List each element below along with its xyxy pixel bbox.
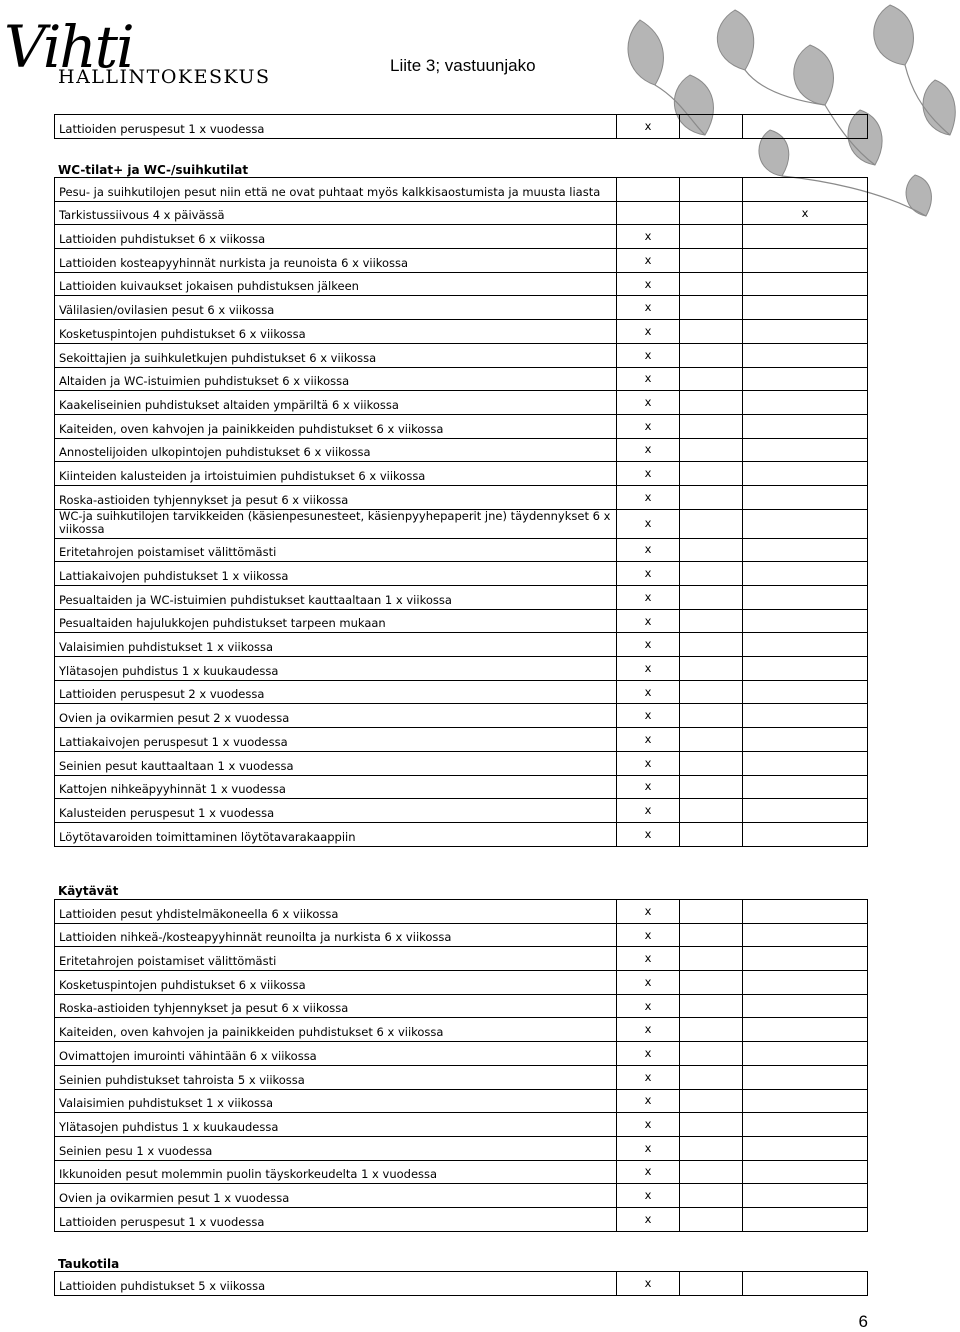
table-row [55,1160,868,1184]
task-description-cell: Lattioiden pesut yhdistelmäkoneella 6 x viikossa [55,900,617,924]
responsibility-cell-1: x [617,367,680,391]
responsibility-cell-3 [743,391,868,415]
table-row [55,609,868,633]
responsibility-cell-1: x [617,296,680,320]
responsibility-cell-3 [743,1184,868,1208]
responsibility-cell-3 [743,775,868,799]
responsibility-cell-2 [680,1113,743,1137]
task-description-cell: Ikkunoiden pesut molemmin puolin täyskorkeudelta 1 x vuodessa [55,1160,617,1184]
task-description-cell: Kaiteiden, oven kahvojen ja painikkeiden puhdistukset 6 x viikossa [55,414,617,438]
responsibility-cell-1: x [617,680,680,704]
table-row [55,115,868,139]
task-description-cell: Kiinteiden kalusteiden ja irtoistuimien puhdistukset 6 x viikossa [55,462,617,486]
responsibility-cell-1: x [617,971,680,995]
table-row [55,900,868,924]
table-row [55,367,868,391]
table-row [55,751,868,775]
responsibility-cell-3 [743,367,868,391]
responsibility-cell-1: x [617,923,680,947]
task-description-cell: Seinien puhdistukset tahroista 5 x viikossa [55,1065,617,1089]
task-description-cell: Eritetahrojen poistamiset välittömästi [55,538,617,562]
responsibility-cell-3 [743,562,868,586]
responsibility-cell-2 [680,728,743,752]
responsibility-cell-3 [743,1113,868,1137]
responsibility-cell-3 [743,657,868,681]
responsibility-cell-1: x [617,609,680,633]
table-row [55,1184,868,1208]
responsibility-cell-1: x [617,586,680,610]
responsibility-cell-2 [680,994,743,1018]
table-row [55,296,868,320]
task-description-cell: Ovien ja ovikarmien pesut 2 x vuodessa [55,704,617,728]
responsibility-cell-3 [743,1207,868,1231]
task-description-cell: Lattioiden kuivaukset jokaisen puhdistuksen jälkeen [55,272,617,296]
responsibility-cell-1: x [617,1160,680,1184]
responsibility-cell-2 [680,343,743,367]
responsibility-cell-3 [743,1136,868,1160]
table-row [55,225,868,249]
responsibility-cell-1: x [617,485,680,509]
table-row [55,971,868,995]
responsibility-cell-2 [680,923,743,947]
responsibility-cell-1: x [617,538,680,562]
responsibility-cell-2 [680,296,743,320]
responsibility-cell-3 [743,1160,868,1184]
responsibility-cell-1: x [617,438,680,462]
table-row [55,538,868,562]
task-description-cell: Pesu- ja suihkutilojen pesut niin että ne ovat puhtaat myös kalkkisaostumista ja muusta liasta [55,178,617,202]
responsibility-cell-3 [743,633,868,657]
responsibility-cell-1: x [617,225,680,249]
responsibility-cell-1: x [617,343,680,367]
responsibility-cell-3 [743,296,868,320]
responsibility-cell-3 [743,1089,868,1113]
responsibility-cell-3 [743,462,868,486]
responsibility-cell-2 [680,225,743,249]
responsibility-cell-2 [680,704,743,728]
responsibility-cell-3 [743,680,868,704]
responsibility-cell-1: x [617,775,680,799]
table-row [55,1089,868,1113]
responsibility-cell-2 [680,775,743,799]
responsibility-cell-3 [743,272,868,296]
responsibility-cell-1: x [617,462,680,486]
responsibility-cell-3 [743,947,868,971]
responsibility-cell-3 [743,1042,868,1066]
responsibility-cell-1: x [617,900,680,924]
responsibility-cell-1: x [617,1184,680,1208]
responsibility-cell-1: x [617,994,680,1018]
responsibility-cell-2 [680,249,743,273]
responsibility-cell-3 [743,799,868,823]
table-row [55,799,868,823]
responsibility-cell-3 [743,485,868,509]
responsibility-cell-3 [743,509,868,538]
responsibility-cell-2 [680,320,743,344]
responsibility-cell-3 [743,343,868,367]
task-description-cell: Seinien pesut kauttaaltaan 1 x vuodessa [55,751,617,775]
responsibility-cell-3 [743,900,868,924]
responsibility-cell-1: x [617,1018,680,1042]
responsibility-cell-1: x [617,1272,680,1296]
table-row [55,343,868,367]
responsibility-cell-2 [680,1018,743,1042]
table-row [55,657,868,681]
responsibility-cell-2 [680,562,743,586]
responsibility-cell-2 [680,509,743,538]
responsibility-cell-1: x [617,562,680,586]
table-row [55,923,868,947]
responsibility-cell-1: x [617,1089,680,1113]
responsibility-cell-2 [680,822,743,846]
task-description-cell: Roska-astioiden tyhjennykset ja pesut 6 x viikossa [55,994,617,1018]
responsibility-cell-1: x [617,272,680,296]
task-description-cell: Välilasien/ovilasien pesut 6 x viikossa [55,296,617,320]
responsibility-cell-1: x [617,947,680,971]
task-description-cell: Altaiden ja WC-istuimien puhdistukset 6 x viikossa [55,367,617,391]
responsibility-cell-3 [743,704,868,728]
task-description-cell: Valaisimien puhdistukset 1 x viikossa [55,633,617,657]
responsibility-cell-2 [680,633,743,657]
table-row [55,704,868,728]
responsibility-cell-2 [680,751,743,775]
section-title-wc: WC-tilat+ ja WC-/suihkutilat [58,163,249,177]
responsibility-cell-3: x [743,201,868,225]
responsibility-cell-2 [680,971,743,995]
table-row [55,178,868,202]
task-description-cell: Tarkistussiivous 4 x päivässä [55,201,617,225]
document-title: Liite 3; vastuunjako [390,56,536,75]
task-description-cell: Ovimattojen imurointi vähintään 6 x viikossa [55,1042,617,1066]
responsibility-cell-3 [743,1065,868,1089]
responsibility-cell-2 [680,1042,743,1066]
task-description-cell: Ylätasojen puhdistus 1 x kuukaudessa [55,1113,617,1137]
task-description-cell: Lattiakaivojen peruspesut 1 x vuodessa [55,728,617,752]
responsibility-cell-1: x [617,751,680,775]
table-row [55,1207,868,1231]
table-row [55,775,868,799]
responsibility-cell-1: x [617,1136,680,1160]
task-description-cell: Pesualtaiden hajulukkojen puhdistukset tarpeen mukaan [55,609,617,633]
table-row [55,1272,868,1296]
table-row [55,1136,868,1160]
section-title-taukotila: Taukotila [58,1257,120,1271]
responsibility-cell-1 [617,178,680,202]
responsibility-cell-3 [743,225,868,249]
responsibility-cell-2 [680,1184,743,1208]
table-row [55,272,868,296]
task-table-wc [54,177,868,847]
logo-wordmark: Vihti [4,13,133,81]
responsibility-cell-2 [680,1089,743,1113]
responsibility-cell-2 [680,115,743,139]
responsibility-cell-2 [680,657,743,681]
responsibility-cell-3 [743,1018,868,1042]
responsibility-cell-1: x [617,728,680,752]
responsibility-cell-2 [680,272,743,296]
responsibility-cell-3 [743,249,868,273]
table-row [55,414,868,438]
task-description-cell: Sekoittajien ja suihkuletkujen puhdistukset 6 x viikossa [55,343,617,367]
responsibility-cell-1: x [617,509,680,538]
responsibility-cell-1: x [617,414,680,438]
responsibility-cell-3 [743,438,868,462]
responsibility-cell-1: x [617,633,680,657]
table-row [55,485,868,509]
responsibility-cell-3 [743,414,868,438]
responsibility-cell-3 [743,586,868,610]
responsibility-cell-1: x [617,115,680,139]
responsibility-cell-1: x [617,657,680,681]
responsibility-cell-1 [617,201,680,225]
table-row [55,680,868,704]
task-description-cell: Eritetahrojen poistamiset välittömästi [55,947,617,971]
task-description-cell: Lattioiden peruspesut 2 x vuodessa [55,680,617,704]
task-description-cell: Kattojen nihkeäpyyhinnät 1 x vuodessa [55,775,617,799]
task-description-cell: Ovien ja ovikarmien pesut 1 x vuodessa [55,1184,617,1208]
table-row [55,586,868,610]
table-row [55,391,868,415]
responsibility-cell-1: x [617,1207,680,1231]
responsibility-cell-2 [680,178,743,202]
logo-subtitle: HALLINTOKESKUS [58,66,271,88]
responsibility-cell-2 [680,680,743,704]
responsibility-cell-2 [680,485,743,509]
responsibility-cell-2 [680,438,743,462]
table-row [55,728,868,752]
responsibility-cell-1: x [617,249,680,273]
responsibility-cell-2 [680,201,743,225]
responsibility-cell-1: x [617,391,680,415]
responsibility-cell-2 [680,462,743,486]
task-table-kaytavat [54,899,868,1232]
table-row [55,509,868,538]
table-row [55,249,868,273]
responsibility-cell-2 [680,586,743,610]
table-row [55,994,868,1018]
table-row [55,633,868,657]
responsibility-cell-2 [680,1272,743,1296]
task-description-cell: Lattioiden peruspesut 1 x vuodessa [55,1207,617,1231]
responsibility-cell-3 [743,1272,868,1296]
table-row [55,1113,868,1137]
task-description-cell: Kosketuspintojen puhdistukset 6 x viikossa [55,971,617,995]
responsibility-cell-1: x [617,320,680,344]
responsibility-cell-3 [743,994,868,1018]
task-description-cell: Lattioiden kosteapyyhinnät nurkista ja reunoista 6 x viikossa [55,249,617,273]
table-row [55,947,868,971]
responsibility-cell-2 [680,414,743,438]
table-row [55,562,868,586]
page-number: 6 [858,1312,868,1331]
task-description-cell: Lattioiden peruspesut 1 x vuodessa [55,115,617,139]
task-table-top [54,114,868,139]
table-row [55,1042,868,1066]
responsibility-cell-2 [680,609,743,633]
responsibility-cell-2 [680,1065,743,1089]
responsibility-cell-3 [743,822,868,846]
table-row [55,201,868,225]
task-description-cell: WC-ja suihkutilojen tarvikkeiden (käsienpesunesteet, käsienpyyhepaperit jne) täydennykset 6 x viikossa [55,509,617,538]
responsibility-cell-1: x [617,1065,680,1089]
table-row [55,822,868,846]
task-description-cell: Roska-astioiden tyhjennykset ja pesut 6 x viikossa [55,485,617,509]
responsibility-cell-3 [743,728,868,752]
task-description-cell: Kalusteiden peruspesut 1 x vuodessa [55,799,617,823]
responsibility-cell-1: x [617,822,680,846]
responsibility-cell-2 [680,538,743,562]
table-row [55,438,868,462]
responsibility-cell-2 [680,1160,743,1184]
responsibility-cell-3 [743,115,868,139]
task-description-cell: Valaisimien puhdistukset 1 x viikossa [55,1089,617,1113]
responsibility-cell-2 [680,799,743,823]
responsibility-cell-2 [680,367,743,391]
responsibility-cell-2 [680,391,743,415]
task-description-cell: Lattioiden puhdistukset 6 x viikossa [55,225,617,249]
responsibility-cell-3 [743,320,868,344]
task-description-cell: Lattioiden nihkeä-/kosteapyyhinnät reunoilta ja nurkista 6 x viikossa [55,923,617,947]
table-row [55,320,868,344]
task-description-cell: Kosketuspintojen puhdistukset 6 x viikossa [55,320,617,344]
table-row [55,1018,868,1042]
responsibility-cell-1: x [617,799,680,823]
responsibility-cell-3 [743,971,868,995]
table-row [55,462,868,486]
task-description-cell: Annostelijoiden ulkopintojen puhdistukset 6 x viikossa [55,438,617,462]
task-description-cell: Kaakeliseinien puhdistukset altaiden ympäriltä 6 x viikossa [55,391,617,415]
responsibility-cell-1: x [617,1113,680,1137]
responsibility-cell-2 [680,900,743,924]
responsibility-cell-3 [743,609,868,633]
responsibility-cell-2 [680,1207,743,1231]
task-description-cell: Löytötavaroiden toimittaminen löytötavarakaappiin [55,822,617,846]
task-description-cell: Ylätasojen puhdistus 1 x kuukaudessa [55,657,617,681]
table-row [55,1065,868,1089]
section-title-kaytavat: Käytävät [58,884,119,898]
responsibility-cell-3 [743,751,868,775]
task-description-cell: Lattiakaivojen puhdistukset 1 x viikossa [55,562,617,586]
task-description-cell: Lattioiden puhdistukset 5 x viikossa [55,1272,617,1296]
responsibility-cell-2 [680,1136,743,1160]
responsibility-cell-2 [680,947,743,971]
task-description-cell: Kaiteiden, oven kahvojen ja painikkeiden puhdistukset 6 x viikossa [55,1018,617,1042]
task-table-taukotila [54,1271,868,1296]
responsibility-cell-3 [743,923,868,947]
responsibility-cell-1: x [617,1042,680,1066]
task-description-cell: Seinien pesu 1 x vuodessa [55,1136,617,1160]
responsibility-cell-3 [743,178,868,202]
task-description-cell: Pesualtaiden ja WC-istuimien puhdistukset kauttaaltaan 1 x viikossa [55,586,617,610]
responsibility-cell-1: x [617,704,680,728]
responsibility-cell-3 [743,538,868,562]
